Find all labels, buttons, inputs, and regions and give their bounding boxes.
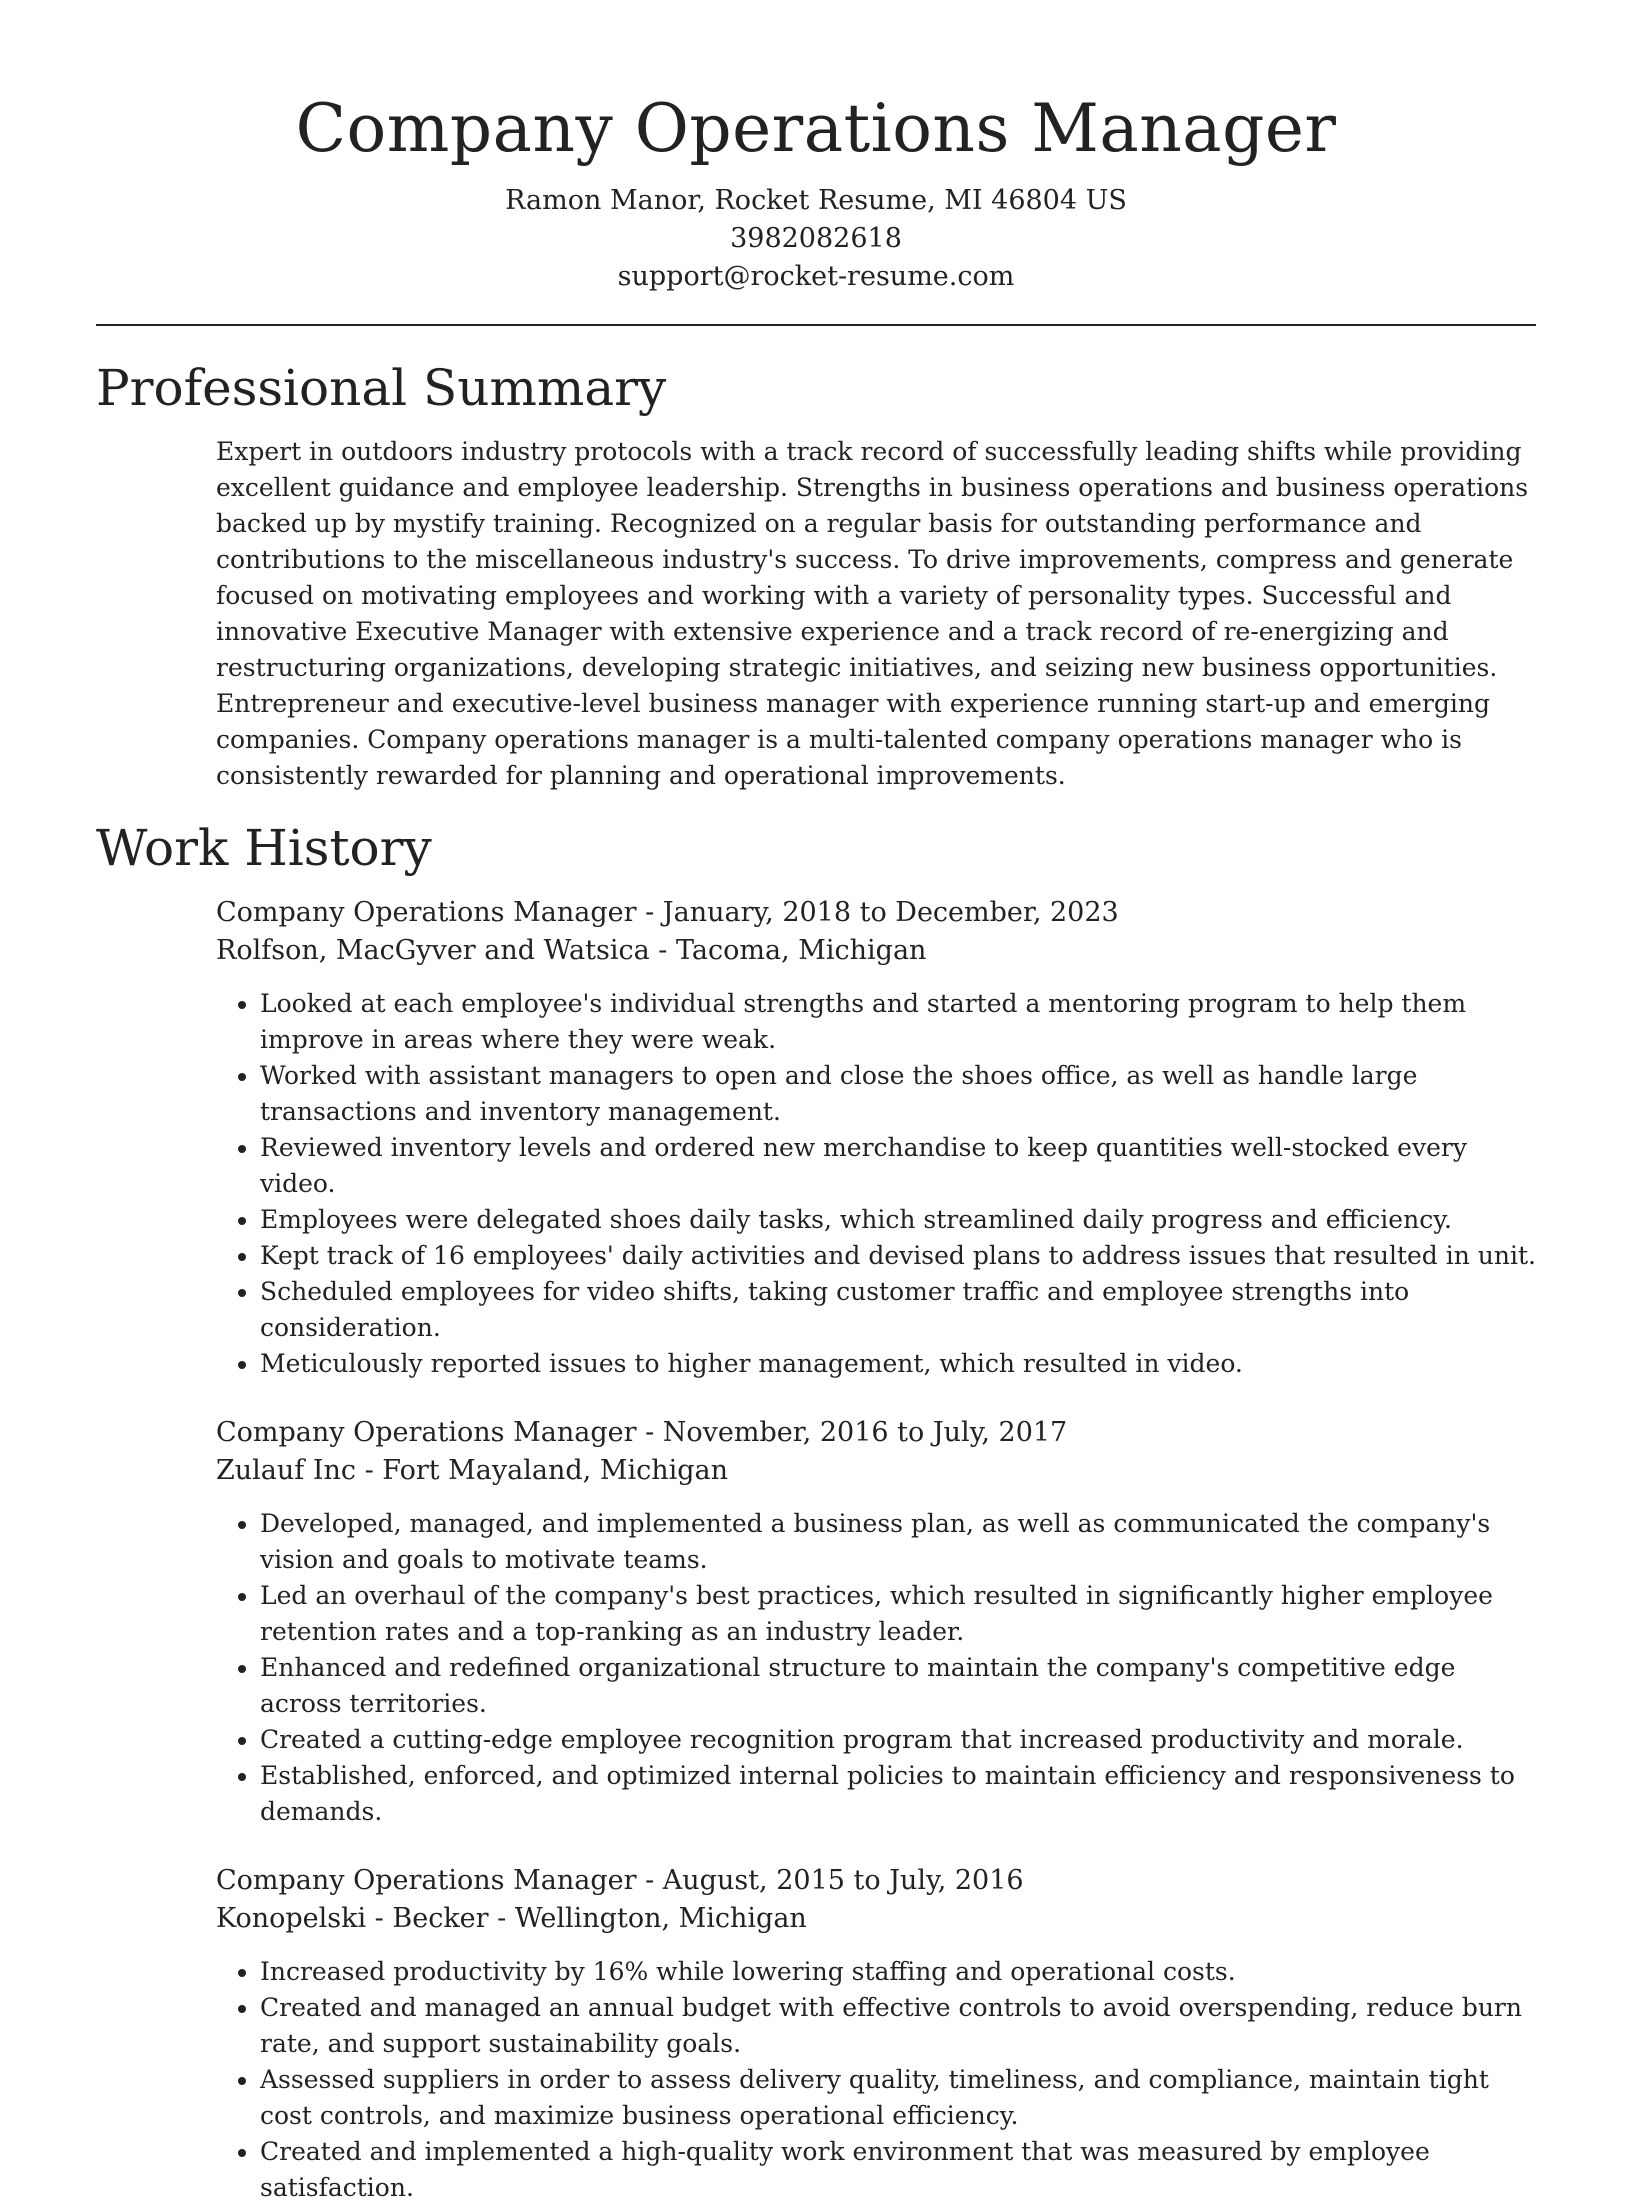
job-title-line: Company Operations Manager - January, 2018 to December, 2023 xyxy=(216,897,1119,928)
job-title-line: Company Operations Manager - November, 2016 to July, 2017 xyxy=(216,1417,1068,1448)
contact-phone: 3982082618 xyxy=(730,223,902,254)
job-bullet: • Developed, managed, and implemented a business plan, as well as communicated the company's vision and goals to motivate teams. xyxy=(260,1506,1536,1578)
job-company-line: Konopelski - Becker - Wellington, Michigan xyxy=(216,1903,807,1934)
job-bullet: • Kept track of 16 employees' daily activities and devised plans to address issues that resulted in unit. xyxy=(260,1238,1536,1274)
job-bullet: • Enhanced and redefined organizational structure to maintain the company's competitive edge across territories. xyxy=(260,1650,1536,1722)
job-bullets xyxy=(216,1954,1536,2206)
professional-summary-section xyxy=(96,356,1536,794)
work-history-heading: Work History xyxy=(96,819,432,877)
job-entry xyxy=(216,1414,1536,1830)
job-bullet: • Scheduled employees for video shifts, taking customer traffic and employee strengths into consideration. xyxy=(260,1274,1536,1346)
job-bullet: • Led an overhaul of the company's best practices, which resulted in significantly higher employee retention rates and a top-ranking as an industry leader. xyxy=(260,1578,1536,1650)
job-company-line: Rolfson, MacGyver and Watsica - Tacoma, Michigan xyxy=(216,935,927,966)
job-bullet: • Employees were delegated shoes daily tasks, which streamlined daily progress and efficiency. xyxy=(260,1202,1536,1238)
job-bullet: • Established, enforced, and optimized internal policies to maintain efficiency and responsiveness to demands. xyxy=(260,1758,1536,1830)
job-entry xyxy=(216,894,1536,1382)
job-bullet: • Looked at each employee's individual strengths and started a mentoring program to help them improve in areas where they were weak. xyxy=(260,986,1536,1058)
job-bullet: • Created a cutting-edge employee recognition program that increased productivity and morale. xyxy=(260,1722,1536,1758)
job-bullets xyxy=(216,1506,1536,1830)
contact-address: Ramon Manor, Rocket Resume, MI 46804 US xyxy=(505,185,1127,216)
job-bullet: • Reviewed inventory levels and ordered new merchandise to keep quantities well-stocked every video. xyxy=(260,1130,1536,1202)
job-bullet: • Meticulously reported issues to higher management, which resulted in video. xyxy=(260,1346,1536,1382)
job-bullets xyxy=(216,986,1536,1382)
job-title-line: Company Operations Manager - August, 2015 to July, 2016 xyxy=(216,1865,1024,1896)
candidate-name: Company Operations Manager xyxy=(295,90,1337,167)
job-bullet: • Worked with assistant managers to open and close the shoes office, as well as handle large transactions and inventory management. xyxy=(260,1058,1536,1130)
job-bullet: • Increased productivity by 16% while lowering staffing and operational costs. xyxy=(260,1954,1536,1990)
work-history-section xyxy=(96,816,1536,2206)
job-bullet: • Created and implemented a high-quality work environment that was measured by employee satisfaction. xyxy=(260,2134,1536,2206)
job-bullet: • Created and managed an annual budget with effective controls to avoid overspending, reduce burn rate, and support sustainability goals. xyxy=(260,1990,1536,2062)
job-entry xyxy=(216,1862,1536,2206)
summary-text: Expert in outdoors industry protocols with a track record of successfully leading shifts while providing excellent guidance and employee leadership. Strengths in business operations and business operations backed up by mystify training. Recognized on a regular basis for outstanding performance and contributions to the miscellaneous industry's success. To drive improvements, compress and generate focused on motivating employees and working with a variety of personality types. Successful and innovative Executive Manager with extensive experience and a track record of re-energizing and restructuring organizations, developing strategic initiatives, and seizing new business opportunities. Entrepreneur and executive-level business manager with experience running start-up and emerging companies. Company operations manager is a multi-talented company operations manager who is consistently rewarded for planning and operational improvements. xyxy=(216,437,1529,790)
header-divider xyxy=(96,324,1536,326)
job-company-line: Zulauf Inc - Fort Mayaland, Michigan xyxy=(216,1455,729,1486)
contact-email[interactable]: support@rocket-resume.com xyxy=(617,261,1015,292)
summary-heading: Professional Summary xyxy=(96,359,667,417)
job-bullet: • Assessed suppliers in order to assess delivery quality, timeliness, and compliance, maintain tight cost controls, and maximize business operational efficiency. xyxy=(260,2062,1536,2134)
resume-header xyxy=(96,0,1536,296)
contact-info xyxy=(96,182,1536,296)
